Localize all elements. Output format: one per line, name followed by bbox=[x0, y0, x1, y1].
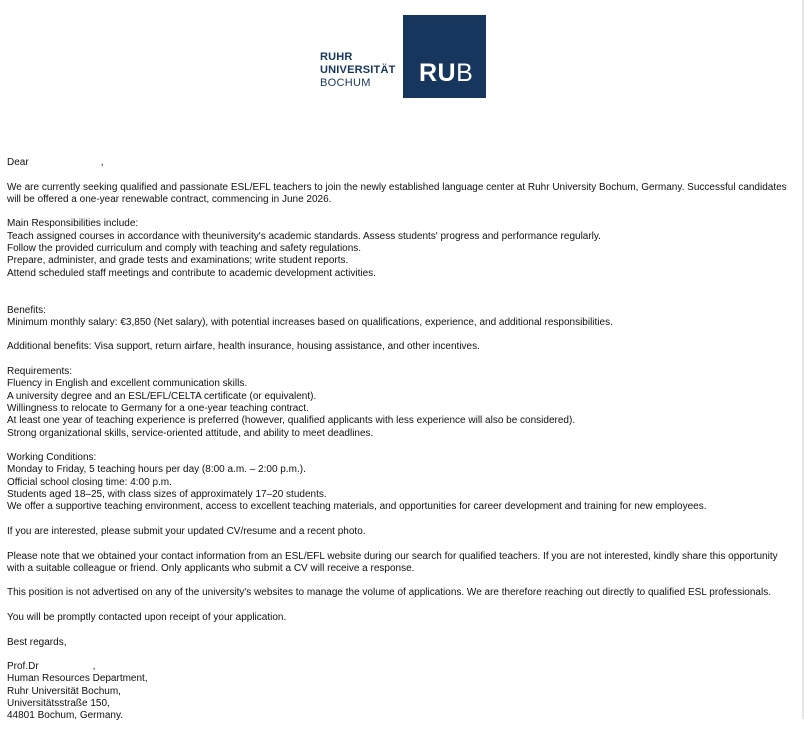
signature-title: Prof.Dr bbox=[7, 661, 39, 673]
responsibility-item: Follow the provided curriculum and comply with teaching and safety regulations. bbox=[7, 243, 362, 255]
working-condition-item: Students aged 18–25, with class sizes of approximately 17–20 students. bbox=[7, 489, 327, 501]
logo-rub-thin: B bbox=[456, 59, 474, 87]
responsibility-item: Prepare, administer, and grade tests and examinations; write student reports. bbox=[7, 255, 349, 267]
signature-comma: , bbox=[92, 661, 96, 673]
logo-line-ruhr: RUHR bbox=[320, 51, 353, 63]
working-conditions-section bbox=[7, 452, 797, 513]
closing-line: Best regards, bbox=[7, 636, 67, 648]
requirements-section bbox=[7, 366, 797, 440]
responsibilities-heading: Main Responsibilities include: bbox=[7, 218, 139, 230]
logo-line-bochum: BOCHUM bbox=[320, 77, 371, 89]
benefits-section bbox=[7, 305, 797, 330]
contact-paragraph: You will be promptly contacted upon receipt of your application. bbox=[7, 611, 287, 623]
requirement-item: At least one year of teaching experience is preferred (however, qualified applicants with less experience will also be considered). bbox=[7, 415, 576, 427]
logo-rub-bold: RU bbox=[419, 59, 457, 87]
signature-street: Universitätsstraße 150, bbox=[7, 698, 110, 710]
requirement-item: Fluency in English and excellent communication skills. bbox=[7, 378, 248, 390]
not-advertised-paragraph: This position is not advertised on any of the university's websites to manage the volume of applications. We are therefore reaching out directly to qualified ESL professionals. bbox=[7, 587, 771, 599]
working-condition-item: We offer a supportive teaching environment, access to excellent teaching materials, and opportunities for career development and training for new employees. bbox=[7, 501, 707, 513]
responsibility-item: Attend scheduled staff meetings and contribute to academic development activities. bbox=[7, 267, 376, 279]
working-conditions-heading: Working Conditions: bbox=[7, 452, 97, 464]
signature-block bbox=[7, 661, 797, 722]
responsibilities-section bbox=[7, 218, 797, 279]
signature-university: Ruhr Universität Bochum, bbox=[7, 685, 121, 697]
requirement-item: A university degree and an ESL/EFL/CELTA certificate (or equivalent). bbox=[7, 390, 317, 402]
requirements-heading: Requirements: bbox=[7, 366, 73, 378]
benefits-additional: Additional benefits: Visa support, return airfare, health insurance, housing assistance, and other incentives. bbox=[7, 341, 480, 353]
logo-line-universitaet: UNIVERSITÄT bbox=[320, 64, 396, 76]
responsibility-item: Teach assigned courses in accordance with theuniversity's academic standards. Assess students' progress and performance regularly. bbox=[7, 230, 601, 242]
salutation bbox=[7, 157, 797, 169]
logo-rub-letters bbox=[419, 61, 473, 86]
salutation-comma: , bbox=[100, 157, 104, 168]
email-body bbox=[7, 157, 797, 735]
working-condition-item: Official school closing time: 4:00 p.m. bbox=[7, 476, 172, 488]
salutation-dear: Dear bbox=[7, 157, 29, 168]
apply-paragraph: If you are interested, please submit your updated CV/resume and a recent photo. bbox=[7, 525, 366, 537]
signature-title-line bbox=[7, 661, 797, 673]
intro-paragraph: We are currently seeking qualified and passionate ESL/EFL teachers to join the newly established language center at Ruhr University Bochum, Germany. Successful candidates will be offered a one-year renewable contract, commencing in June 2026. bbox=[7, 181, 787, 205]
signature-department: Human Resources Department, bbox=[7, 673, 148, 685]
note-paragraph: Please note that we obtained your contact information from an ESL/EFL website during our search for qualified teachers. If you are not interested, kindly share this opportunity with a suitable colleague or friend. Only applicants who submit a CV will receive a response. bbox=[7, 550, 778, 574]
signature-city: 44801 Bochum, Germany. bbox=[7, 710, 123, 722]
benefits-heading: Benefits: bbox=[7, 304, 46, 316]
requirement-item: Strong organizational skills, service-oriented attitude, and ability to meet deadlines. bbox=[7, 427, 374, 439]
benefits-salary: Minimum monthly salary: €3,850 (Net salary), with potential increases based on qualifications, experience, and additional responsibilities. bbox=[7, 316, 613, 328]
rub-logo bbox=[320, 15, 486, 99]
working-condition-item: Monday to Friday, 5 teaching hours per day (8:00 a.m. – 2:00 p.m.). bbox=[7, 464, 306, 476]
requirement-item: Willingness to relocate to Germany for a one-year teaching contract. bbox=[7, 402, 309, 414]
logo-rub-box bbox=[403, 15, 486, 98]
logo-wordmark bbox=[320, 51, 400, 90]
